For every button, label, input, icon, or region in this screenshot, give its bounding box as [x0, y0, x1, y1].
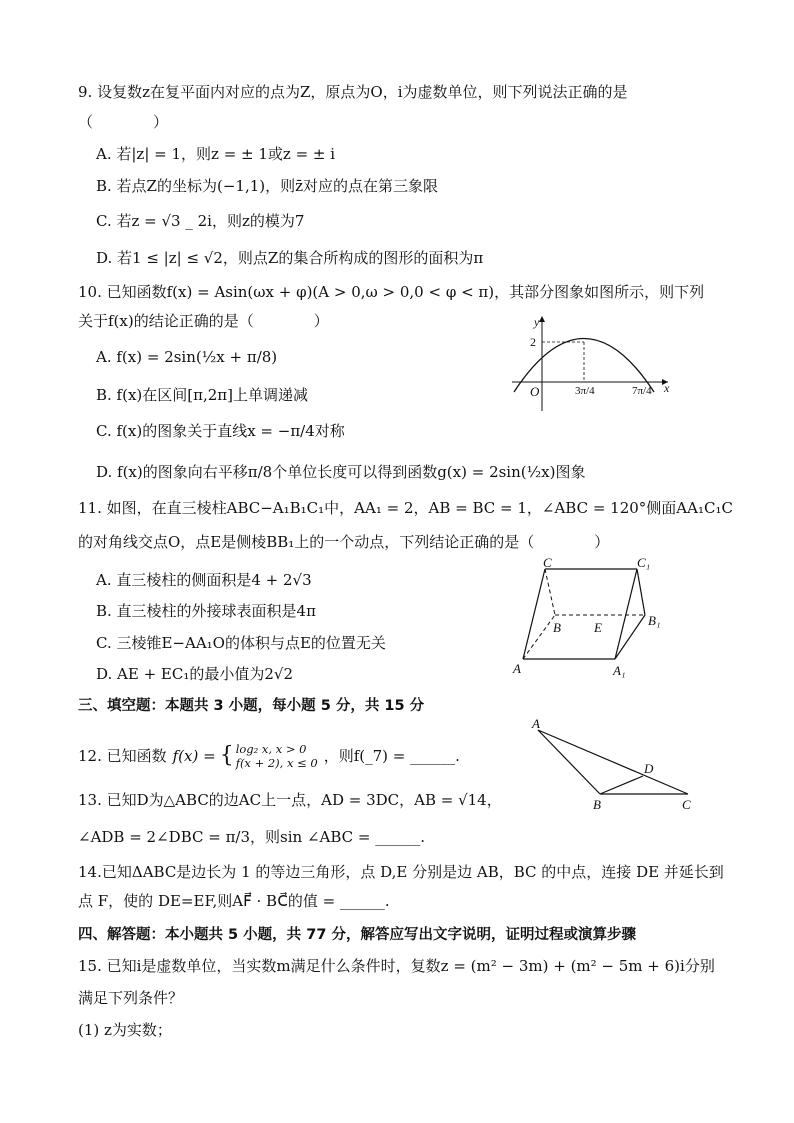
- q13-triangle-figure: [528, 714, 704, 814]
- q12-line: [78, 742, 460, 770]
- vertex-b: B: [593, 797, 601, 812]
- vertex-a1: A₁: [613, 663, 626, 678]
- q10-stem-line1: 10. 已知函数f(x) = Asin(ωx + φ)(A > 0,ω > 0,0 < φ < π)，其部分图象如图所示，则下列: [78, 283, 705, 301]
- q11-option-a: A. 直三棱柱的侧面积是4 + 2√3: [96, 571, 312, 589]
- q10-option-c: C. f(x)的图象关于直线x = −π/4对称: [96, 422, 345, 440]
- q14-line1: 14.已知ΔABC是边长为 1 的等边三角形，点 D,E 分别是边 AB，BC 的中点，连接 DE 并延长到: [78, 863, 724, 881]
- graph-x-tick1: 3π/4: [575, 385, 595, 397]
- graph-x-tick2: 7π/4: [632, 385, 652, 397]
- q12-cases: [236, 742, 318, 770]
- q13-line2: ∠ADB = 2∠DBC = π/3，则sin ∠ABC = ______.: [78, 828, 426, 846]
- q11-prism-figure: [505, 555, 675, 680]
- q9-option-d: D. 若1 ≤ |z| ≤ √2，则点Z的集合所构成的图形的面积为π: [96, 249, 484, 267]
- q15-line2: 满足下列条件？: [78, 989, 184, 1007]
- q11-option-d: D. AE + EC₁的最小值为2√2: [96, 665, 294, 683]
- vertex-c1: C₁: [637, 555, 651, 570]
- vertex-c: C: [682, 797, 691, 812]
- vertex-b1: B₁: [648, 613, 661, 628]
- q10-stem-line2: 关于f(x)的结论正确的是（ ）: [78, 312, 329, 330]
- q9-answer-paren: （ ）: [78, 113, 169, 131]
- graph-x-label: x: [664, 381, 670, 395]
- vertex-c: C: [543, 555, 552, 570]
- q10-option-b: B. f(x)在区间[π,2π]上单调递减: [96, 386, 309, 404]
- q9-stem: 9. 设复数z在复平面内对应的点为Z，原点为O，i为虚数单位，则下列说法正确的是: [78, 83, 628, 101]
- section-3-heading: 三、填空题：本题共 3 小题，每小题 5 分，共 15 分: [78, 698, 425, 714]
- q10-sine-graph: [508, 312, 688, 412]
- q11-stem-line2: 的对角线交点O，点E是侧棱BB₁上的一个动点，下列结论正确的是（ ）: [78, 533, 610, 551]
- vertex-a: A: [532, 716, 540, 731]
- q11-option-c: C. 三棱锥E−AA₁O的体积与点E的位置无关: [96, 634, 386, 652]
- q12-case2: f(x + 2), x ≤ 0: [235, 756, 318, 770]
- graph-y-label: y: [534, 315, 540, 329]
- y-axis-arrow: [539, 316, 545, 322]
- q12-prefix: 12. 已知函数: [78, 747, 167, 765]
- q14-line2: 点 F，使的 DE=EF,则AF⃗ · BC⃗的值 = ______.: [78, 892, 390, 910]
- graph-origin-label: O: [530, 384, 540, 399]
- q10-option-a: A. f(x) = 2sin(½x + π/8): [96, 348, 278, 366]
- vertex-a: A: [513, 661, 521, 676]
- q9-option-b: B. 若点Z的坐标为(−1,1)，则z̄对应的点在第三象限: [96, 177, 439, 195]
- section-4-heading: 四、解答题：本小题共 5 小题，共 77 分，解答应写出文字说明，证明过程或演算步骤: [78, 927, 636, 943]
- q9-option-a: A. 若|z| = 1，则z = ± 1或z = ± i: [96, 145, 336, 163]
- q12-brace: {: [219, 743, 234, 768]
- point-d: D: [644, 761, 654, 776]
- q11-option-b: B. 直三棱柱的外接球表面积是4π: [96, 602, 316, 620]
- point-e: E: [594, 620, 602, 635]
- q10-option-d: D. f(x)的图象向右平移π/8个单位长度可以得到函数g(x) = 2sin(½x)图象: [96, 463, 586, 481]
- q9-option-c: C. 若z = √3 _ 2i，则z的模为7: [96, 212, 305, 230]
- q15-part1: (1) z为实数；: [78, 1021, 172, 1039]
- q15-line1: 15. 已知i是虚数单位，当实数m满足什么条件时，复数z = (m² − 3m) + (m² − 5m + 6)i分别: [78, 957, 715, 975]
- q12-fx: f(x) =: [172, 747, 216, 765]
- q11-stem-line1: 11. 如图，在直三棱柱ABC−A₁B₁C₁中，AA₁ = 2，AB = BC = 1，∠ABC = 120°侧面AA₁C₁C: [78, 499, 733, 517]
- vertex-b: B: [553, 620, 561, 635]
- q12-case1: log₂ x, x > 0: [235, 742, 307, 756]
- q12-suffix: ，则f(_7) = ______.: [323, 747, 460, 765]
- graph-y-tick: 2: [530, 335, 536, 349]
- q13-line1: 13. 已知D为△ABC的边AC上一点，AD = 3DC，AB = √14，: [78, 791, 502, 809]
